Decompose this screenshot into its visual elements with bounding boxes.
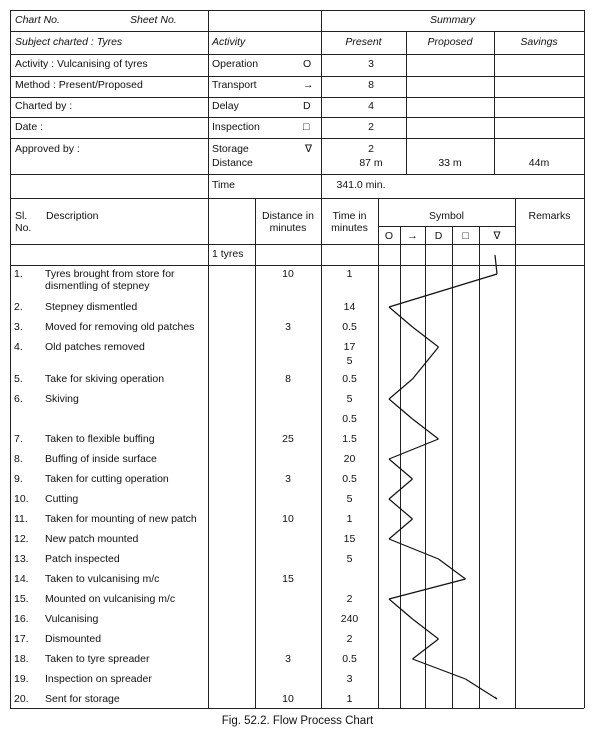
step-no: 5. [14, 373, 23, 385]
subject-label: Subject charted : Tyres [15, 36, 123, 48]
step-description: Old patches removed [45, 341, 145, 353]
step-description: Taken to vulcanising m/c [45, 573, 160, 585]
step-description: Stepney dismentled [45, 301, 138, 313]
step-time: 2 [346, 633, 353, 645]
step-distance: 10 [282, 268, 294, 280]
activity-symbol: D [303, 100, 311, 112]
step-no: 4. [14, 341, 23, 353]
flow-segment [413, 347, 439, 379]
activity-name: Inspection [212, 121, 260, 133]
flow-segment [389, 579, 466, 599]
present-label: Present [345, 36, 382, 48]
step-description: Tyres brought from store for [45, 268, 175, 280]
step-no: 12. [14, 533, 29, 545]
step-time: 240 [340, 613, 359, 625]
info-left: Date : [15, 121, 44, 133]
flow-segment [413, 659, 466, 679]
step-time: 0.5 [342, 373, 357, 385]
col-distance: Distance in [262, 210, 314, 222]
flow-segment [389, 539, 439, 559]
step-time: 1 [346, 268, 353, 280]
flow-segment [389, 274, 497, 307]
symbol-head: O [384, 230, 394, 242]
flow-segment [413, 327, 439, 347]
step-time: 0.5 [342, 321, 357, 333]
step-no: 17. [14, 633, 29, 645]
step-distance: 10 [282, 693, 294, 705]
step-description: Take for skiving operation [45, 373, 165, 385]
step-time: 1.5 [342, 433, 357, 445]
approved-label: Approved by : [15, 143, 80, 155]
flow-segment [389, 479, 413, 499]
step-no: 15. [14, 593, 29, 605]
storage-label: Storage [212, 143, 249, 155]
col-description: Description [46, 210, 99, 222]
step-time: 5 [346, 493, 353, 505]
flow-segment [495, 697, 497, 699]
step-time: 20 [343, 453, 356, 465]
activity-label: Activity [212, 36, 246, 48]
step-no: 3. [14, 321, 23, 333]
flow-segment [413, 619, 439, 639]
present-value: 8 [368, 79, 374, 91]
flow-segment [389, 499, 413, 519]
step-no: 18. [14, 653, 29, 665]
step-description: Inspection on spreader [45, 673, 152, 685]
present-value: 3 [368, 58, 374, 70]
step-description: Vulcanising [45, 613, 99, 625]
step-description: Sent for storage [45, 693, 120, 705]
activity-name: Delay [212, 100, 239, 112]
flow-segment [466, 679, 498, 699]
step-distance: 8 [285, 373, 291, 385]
step-time: 5 [346, 553, 353, 565]
distance-proposed: 33 m [438, 157, 462, 169]
symbol-head: D [434, 230, 443, 242]
step-no: 16. [14, 613, 29, 625]
activity-symbol: □ [303, 121, 310, 133]
present-value: 2 [368, 121, 374, 133]
flow-segment [439, 559, 466, 579]
step-no: 7. [14, 433, 23, 445]
col-time2: minutes [331, 222, 368, 234]
step-description-cont: dismentling of stepney [45, 280, 150, 292]
step-time: 2 [346, 593, 353, 605]
step-no: 1. [14, 268, 23, 280]
unit-row: 1 tyres [212, 248, 244, 260]
step-time: 14 [343, 301, 356, 313]
storage-symbol: ∇ [305, 143, 313, 155]
step-distance: 3 [285, 653, 291, 665]
activity-name: Transport [212, 79, 257, 91]
info-left: Method : Present/Proposed [15, 79, 143, 91]
step-no: 10. [14, 493, 29, 505]
activity-name: Operation [212, 58, 259, 70]
step-description: Taken for cutting operation [45, 473, 169, 485]
storage-present: 2 [368, 143, 374, 155]
flow-segment [389, 599, 413, 619]
time-label: Time [212, 179, 235, 191]
step-no: 6. [14, 393, 23, 405]
step-distance: 25 [282, 433, 294, 445]
col-no: No. [15, 222, 32, 234]
flow-segment [495, 255, 497, 274]
chart-no-label: Chart No. [15, 14, 60, 26]
step-description: Dismounted [45, 633, 102, 645]
distance-label: Distance [212, 157, 253, 169]
step-no: 9. [14, 473, 23, 485]
flow-segment [389, 399, 413, 419]
step-distance: 10 [282, 513, 294, 525]
activity-symbol: → [303, 79, 314, 91]
step-time: 5 [346, 393, 353, 405]
symbol-head: → [407, 230, 418, 242]
flow-segment [389, 307, 413, 327]
step-description: Skiving [45, 393, 79, 405]
step-description: New patch mounted [45, 533, 139, 545]
step-no: 19. [14, 673, 29, 685]
step-no: 8. [14, 453, 23, 465]
col-time: Time in [332, 210, 367, 222]
step-distance: 3 [285, 321, 291, 333]
col-sl: Sl. [15, 210, 28, 222]
step-no: 13. [14, 553, 29, 565]
col-distance2: minutes [269, 222, 307, 234]
step-distance: 15 [282, 573, 294, 585]
sheet-no-label: Sheet No. [130, 14, 177, 26]
step-distance: 3 [285, 473, 291, 485]
step-no: 2. [14, 301, 23, 313]
step-time: 1 [346, 513, 353, 525]
distance-present: 87 m [359, 157, 383, 169]
step-description: Patch inspected [45, 553, 120, 565]
activity-symbol: O [303, 58, 312, 70]
flow-segment [389, 379, 413, 399]
step-time: 17 [343, 341, 356, 353]
step-time: 3 [346, 673, 353, 685]
step-no: 11. [14, 513, 28, 525]
present-value: 4 [368, 100, 374, 112]
distance-savings: 44m [528, 157, 550, 169]
step-time: 0.5 [342, 473, 357, 485]
savings-label: Savings [520, 36, 558, 48]
step-no: 14. [14, 573, 29, 585]
flow-segment [389, 519, 413, 539]
flow-segment [389, 439, 439, 459]
step-time: 0.5 [342, 653, 357, 665]
flow-segment [413, 419, 439, 439]
figure-caption: Fig. 52.2. Flow Process Chart [221, 715, 374, 727]
col-remarks: Remarks [528, 210, 571, 222]
col-symbol: Symbol [428, 210, 464, 222]
flow-segment [413, 639, 439, 659]
symbol-head: □ [462, 230, 469, 242]
step-no: 20. [14, 693, 29, 705]
step-description: Mounted on vulcanising m/c [45, 593, 176, 605]
step-description: Taken to tyre spreader [45, 653, 150, 665]
step-time: 0.5 [342, 413, 357, 425]
step-time-cont: 5 [346, 355, 353, 367]
step-description: Buffing of inside surface [45, 453, 157, 465]
summary-label: Summary [430, 14, 475, 26]
step-description: Moved for removing old patches [45, 321, 195, 333]
proposed-label: Proposed [427, 36, 473, 48]
step-time: 1 [346, 693, 353, 705]
step-time: 15 [343, 533, 356, 545]
step-description: Taken for mounting of new patch [45, 513, 197, 525]
flow-segment [389, 459, 413, 479]
step-description: Taken to flexible buffing [45, 433, 155, 445]
info-left: Activity : Vulcanising of tyres [15, 58, 148, 70]
step-description: Cutting [45, 493, 79, 505]
time-present: 341.0 min. [336, 179, 386, 191]
symbol-head: ∇ [493, 230, 501, 242]
info-left: Charted by : [15, 100, 73, 112]
